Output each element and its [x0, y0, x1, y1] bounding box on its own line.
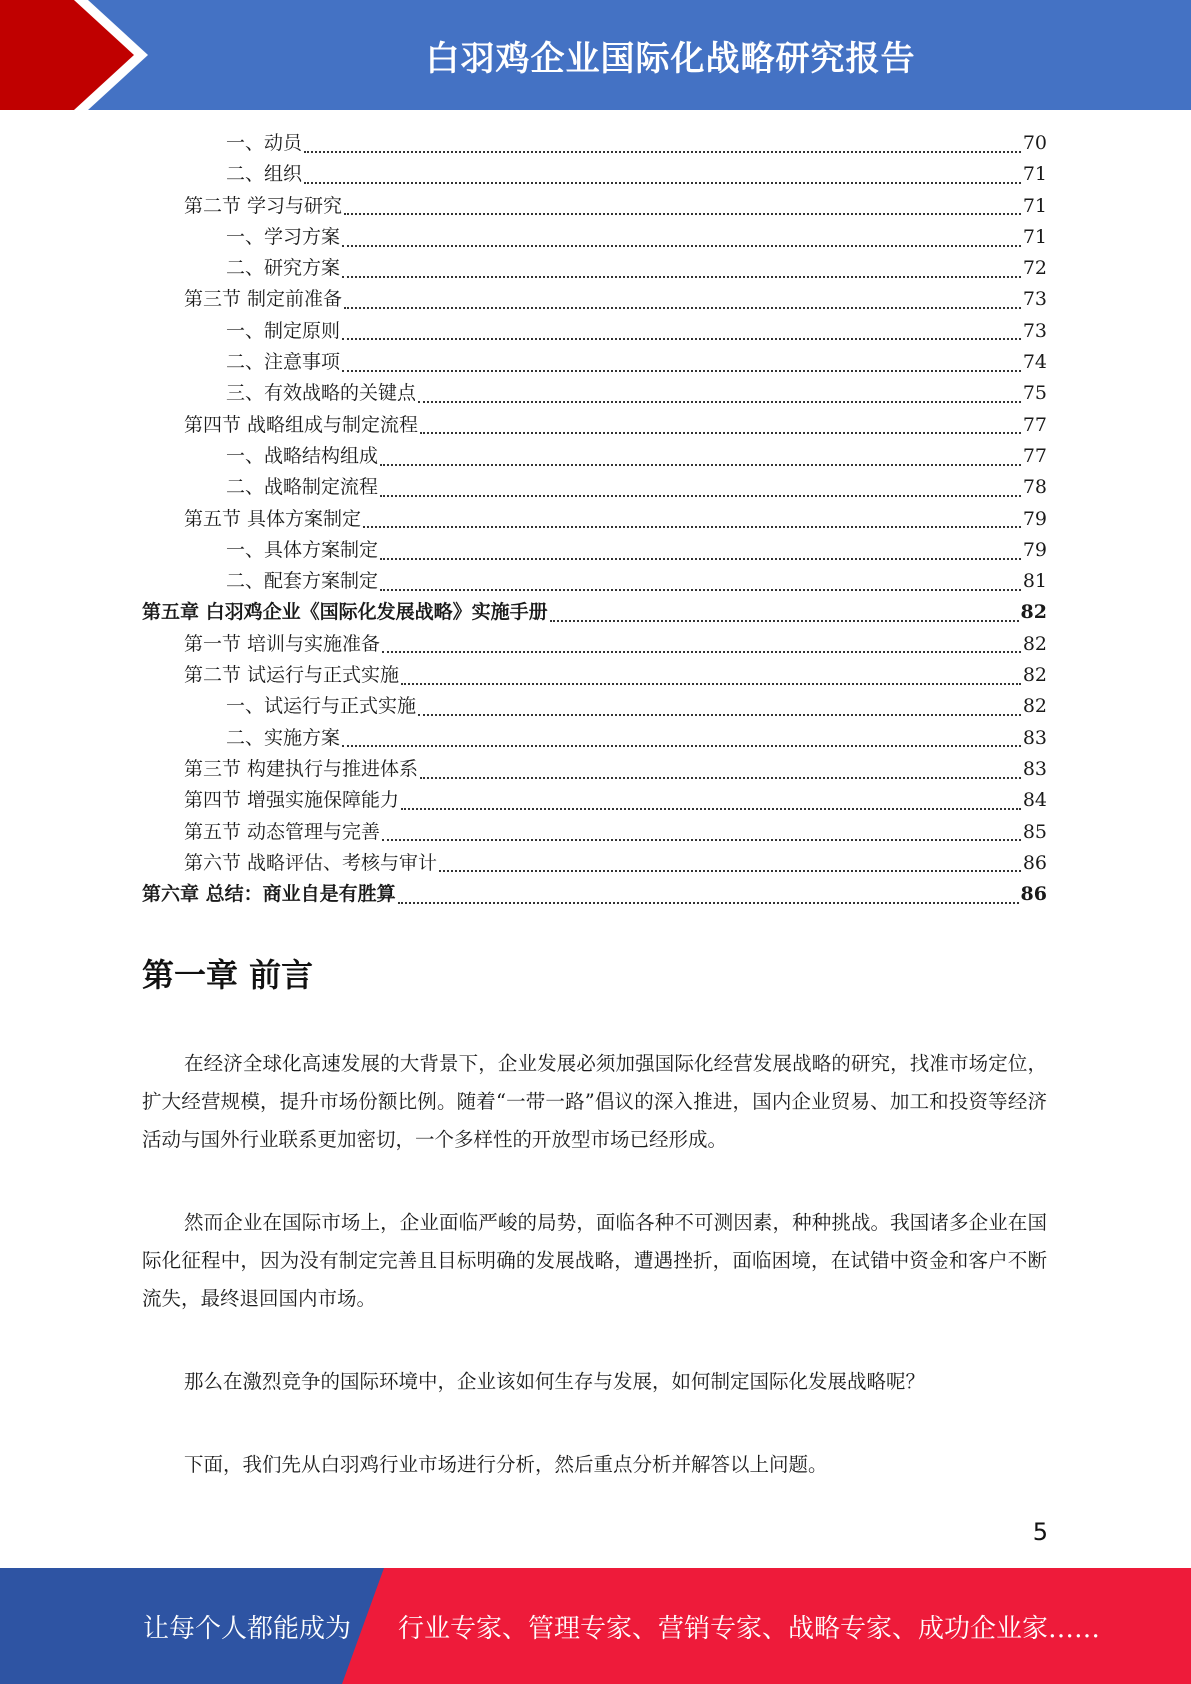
toc-entry-page: 79 [1022, 538, 1047, 561]
toc-dot-leader [418, 401, 1021, 403]
toc-entry-label: 第四节 战略组成与制定流程 [184, 413, 419, 436]
toc-section-entry[interactable] [142, 785, 1047, 816]
toc-entry-page: 72 [1022, 257, 1047, 280]
toc-section-entry[interactable] [142, 504, 1047, 535]
toc-entry-page: 83 [1022, 757, 1047, 780]
page-number: 5 [1032, 1518, 1048, 1546]
paragraph: 在经济全球化高速发展的大背景下，企业发展必须加强国际化经营发展战略的研究，找准市场定位，扩大经营规模，提升市场份额比例。随着“一带一路”倡议的深入推进，国内企业贸易、加工和投资等经济活动与国外行业联系更加密切，一个多样性的开放型市场已经形成。 [142, 1052, 1047, 1151]
toc-entry-label: 第一节 培训与实施准备 [184, 632, 381, 655]
toc-entry-page: 86 [1020, 883, 1047, 906]
toc-entry-label: 一、学习方案 [226, 225, 341, 248]
toc-entry-label: 二、战略制定流程 [226, 476, 379, 499]
toc-section-entry[interactable] [142, 754, 1047, 785]
toc-subsection-entry[interactable] [142, 378, 1047, 409]
toc-dot-leader [363, 526, 1021, 528]
toc-dot-leader [550, 620, 1019, 622]
toc-entry-label: 第二节 学习与研究 [184, 194, 343, 217]
toc-entry-label: 三、有效战略的关键点 [226, 382, 417, 405]
toc-dot-leader [342, 745, 1021, 747]
toc-subsection-entry[interactable] [142, 723, 1047, 754]
toc-entry-page: 71 [1022, 163, 1047, 186]
toc-entry-page: 79 [1022, 507, 1047, 530]
toc-entry-page: 73 [1022, 288, 1047, 311]
toc-dot-leader [380, 589, 1021, 591]
toc-dot-leader [418, 714, 1021, 716]
toc-entry-page: 74 [1022, 351, 1047, 374]
toc-entry-page: 82 [1022, 664, 1047, 687]
toc-dot-leader [380, 558, 1021, 560]
toc-dot-leader [344, 213, 1021, 215]
toc-entry-page: 78 [1022, 476, 1047, 499]
toc-dot-leader [420, 432, 1021, 434]
toc-entry-label: 第五节 具体方案制定 [184, 507, 362, 530]
toc-dot-leader [420, 777, 1021, 779]
toc-dot-leader [382, 651, 1021, 653]
toc-section-entry[interactable] [142, 848, 1047, 879]
toc-entry-label: 一、具体方案制定 [226, 538, 379, 561]
toc-dot-leader [382, 839, 1021, 841]
chapter-body [142, 1045, 1047, 1529]
header-banner [0, 0, 1191, 110]
toc-entry-label: 二、配套方案制定 [226, 570, 379, 593]
toc-entry-label: 第六章 总结：商业自是有胜算 [142, 883, 396, 906]
toc-entry-page: 71 [1022, 225, 1047, 248]
toc-dot-leader [344, 307, 1021, 309]
footer-slogan-right: 行业专家、管理专家、营销专家、战略专家、成功企业家…… [398, 1613, 1101, 1644]
toc-entry-label: 一、制定原则 [226, 319, 341, 342]
toc-entry-page: 86 [1022, 851, 1047, 874]
paragraph: 那么在激烈竞争的国际环境中，企业该如何生存与发展，如何制定国际化发展战略呢？ [184, 1370, 926, 1393]
toc-entry-page: 77 [1022, 413, 1047, 436]
toc-entry-page: 82 [1020, 601, 1047, 624]
toc-subsection-entry[interactable] [142, 441, 1047, 472]
toc-dot-leader [342, 370, 1021, 372]
footer-slogan-left: 让每个人都能成为 [143, 1613, 352, 1644]
toc-entry-label: 二、实施方案 [226, 726, 341, 749]
paragraph: 然而企业在国际市场上，企业面临严峻的局势，面临各种不可测因素，种种挑战。我国诸多企业在国际化征程中，因为没有制定完善且目标明确的发展战略，遭遇挫折，面临困境，在试错中资金和客户不断流失，最终退回国内市场。 [142, 1211, 1047, 1310]
toc-entry-label: 第四节 增强实施保障能力 [184, 789, 400, 812]
toc-entry-page: 85 [1022, 820, 1047, 843]
toc-entry-page: 70 [1022, 132, 1047, 154]
toc-subsection-entry[interactable] [142, 316, 1047, 347]
toc-entry-label: 一、战略结构组成 [226, 444, 379, 467]
toc-dot-leader [398, 902, 1019, 904]
toc-dot-leader [342, 245, 1021, 247]
toc-entry-label: 二、注意事项 [226, 351, 341, 374]
toc-section-entry[interactable] [142, 284, 1047, 315]
toc-entry-label: 二、组织 [226, 163, 303, 186]
chapter-heading: 第一章 前言 [142, 956, 314, 994]
toc-subsection-entry[interactable] [142, 347, 1047, 378]
toc-section-entry[interactable] [142, 191, 1047, 222]
toc-entry-label: 第六节 战略评估、考核与审计 [184, 851, 438, 874]
toc-dot-leader [401, 808, 1021, 810]
toc-entry-label: 第三节 制定前准备 [184, 288, 343, 311]
toc-dot-leader [439, 870, 1021, 872]
toc-dot-leader [380, 495, 1021, 497]
toc-dot-leader [304, 151, 1021, 153]
toc-entry-page: 77 [1022, 444, 1047, 467]
toc-entry-label: 第二节 试运行与正式实施 [184, 664, 400, 687]
toc-dot-leader [342, 338, 1021, 340]
toc-entry-label: 第五章 白羽鸡企业《国际化发展战略》实施手册 [142, 601, 548, 624]
document-title: 白羽鸡企业国际化战略研究报告 [425, 38, 916, 79]
toc-dot-leader [304, 182, 1021, 184]
table-of-contents [142, 128, 1047, 910]
toc-entry-page: 73 [1022, 319, 1047, 342]
toc-dot-leader [401, 683, 1021, 685]
toc-subsection-entry[interactable] [142, 691, 1047, 722]
toc-entry-page: 82 [1022, 632, 1047, 655]
toc-subsection-entry[interactable] [142, 222, 1047, 253]
toc-dot-leader [380, 464, 1021, 466]
toc-entry-label: 第三节 构建执行与推进体系 [184, 757, 419, 780]
toc-subsection-entry[interactable] [142, 472, 1047, 503]
toc-subsection-entry[interactable] [142, 566, 1047, 597]
toc-chapter-entry[interactable] [142, 879, 1047, 910]
toc-section-entry[interactable] [142, 660, 1047, 691]
toc-entry-label: 第五节 动态管理与完善 [184, 820, 381, 843]
toc-chapter-entry[interactable] [142, 597, 1047, 628]
toc-entry-page: 81 [1022, 570, 1047, 593]
toc-entry-label: 一、动员 [226, 132, 303, 154]
toc-entry-page: 83 [1022, 726, 1047, 749]
paragraph: 下面，我们先从白羽鸡行业市场进行分析，然后重点分析并解答以上问题。 [184, 1453, 828, 1476]
toc-entry-page: 84 [1022, 789, 1047, 812]
toc-subsection-entry[interactable] [142, 535, 1047, 566]
toc-subsection-entry[interactable] [142, 159, 1047, 190]
toc-entry-label: 二、研究方案 [226, 257, 341, 280]
toc-subsection-entry[interactable] [142, 253, 1047, 284]
toc-dot-leader [342, 276, 1021, 278]
toc-entry-page: 75 [1022, 382, 1047, 405]
toc-section-entry[interactable] [142, 817, 1047, 848]
toc-entry-page: 71 [1022, 194, 1047, 217]
toc-subsection-entry[interactable] [142, 128, 1047, 159]
toc-section-entry[interactable] [142, 629, 1047, 660]
footer-banner [0, 1568, 1191, 1684]
toc-entry-page: 82 [1022, 695, 1047, 718]
toc-section-entry[interactable] [142, 410, 1047, 441]
toc-entry-label: 一、试运行与正式实施 [226, 695, 417, 718]
